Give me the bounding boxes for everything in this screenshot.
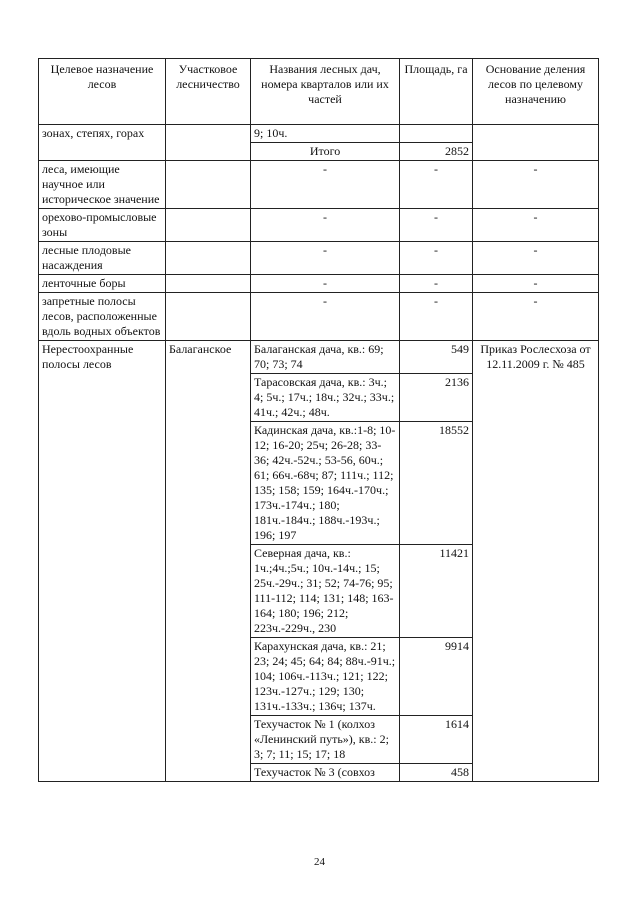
basis-dash: - — [473, 242, 599, 275]
dacha-dash: - — [251, 293, 400, 341]
total-label: Итого — [251, 143, 400, 161]
cont-forestry-cell — [166, 125, 251, 161]
cont-dacha-cell: 9; 10ч. — [251, 125, 400, 143]
purpose-cell: орехово-промысловые зоны — [39, 209, 166, 242]
area-cell: 1614 — [400, 716, 473, 764]
cont-purpose-cell: зонах, степях, горах — [39, 125, 166, 161]
forestry-cell — [166, 161, 251, 209]
table-row — [39, 209, 599, 242]
purpose-cell: лесные плодовые насаждения — [39, 242, 166, 275]
dacha-dash: - — [251, 161, 400, 209]
spawning-forestry-cell: Балаганское — [166, 341, 251, 782]
table-row — [39, 125, 599, 143]
purpose-cell: леса, имеющие научное или историческое значение — [39, 161, 166, 209]
table-row — [39, 161, 599, 209]
area-dash: - — [400, 161, 473, 209]
dacha-cell: Карахунская дача, кв.: 21; 23; 24; 45; 64; 84; 88ч.-91ч.; 104; 106ч.-113ч.; 121; 122; 123ч.-127ч.; 129; 130; 131ч.-133ч.; 136ч; 137ч. — [251, 638, 400, 716]
area-dash: - — [400, 242, 473, 275]
area-cell: 549 — [400, 341, 473, 374]
table-row — [39, 341, 599, 374]
dacha-dash: - — [251, 209, 400, 242]
dacha-cell: Северная дача, кв.: 1ч.;4ч.;5ч.; 10ч.-14ч.; 15; 25ч.-29ч.; 31; 52; 74-76; 95; 111-112; 114; 131; 148; 163-164; 180; 196; 212; 223ч.-229ч., 230 — [251, 545, 400, 638]
header-area: Площадь, га — [400, 59, 473, 125]
total-area: 2852 — [400, 143, 473, 161]
dacha-cell: Техучасток № 3 (совхоз — [251, 764, 400, 782]
area-cell: 11421 — [400, 545, 473, 638]
area-dash: - — [400, 275, 473, 293]
area-cell: 458 — [400, 764, 473, 782]
forestry-cell — [166, 275, 251, 293]
cont-basis-cell — [473, 125, 599, 161]
basis-dash: - — [473, 293, 599, 341]
area-cell: 2136 — [400, 374, 473, 422]
area-dash: - — [400, 209, 473, 242]
forest-purpose-table — [38, 58, 599, 782]
table-row — [39, 293, 599, 341]
forestry-cell — [166, 242, 251, 275]
page-number: 24 — [314, 856, 325, 868]
table-row — [39, 275, 599, 293]
header-dachas: Названия лесных дач, номера кварталов или их частей — [251, 59, 400, 125]
forestry-cell — [166, 293, 251, 341]
header-row — [39, 59, 599, 125]
area-cell: 9914 — [400, 638, 473, 716]
dacha-dash: - — [251, 242, 400, 275]
spawning-basis-cell: Приказ Рослесхоза от 12.11.2009 г. № 485 — [473, 341, 599, 782]
basis-dash: - — [473, 161, 599, 209]
area-dash: - — [400, 293, 473, 341]
forestry-cell — [166, 209, 251, 242]
basis-dash: - — [473, 209, 599, 242]
purpose-cell: ленточные боры — [39, 275, 166, 293]
header-basis: Основание деления лесов по целевому назначению — [473, 59, 599, 125]
cont-area-cell — [400, 125, 473, 143]
purpose-cell: запретные полосы лесов, расположенные вдоль водных объектов — [39, 293, 166, 341]
dacha-cell: Техучасток № 1 (колхоз «Ленинский путь»), кв.: 2; 3; 7; 11; 15; 17; 18 — [251, 716, 400, 764]
header-forestry: Участковое лесничество — [166, 59, 251, 125]
table-row — [39, 242, 599, 275]
dacha-cell: Тарасовская дача, кв.: 3ч.; 4; 5ч.; 17ч.; 18ч.; 32ч.; 33ч.; 41ч.; 42ч.; 48ч. — [251, 374, 400, 422]
dacha-cell: Балаганская дача, кв.: 69; 70; 73; 74 — [251, 341, 400, 374]
area-cell: 18552 — [400, 422, 473, 545]
basis-dash: - — [473, 275, 599, 293]
header-purpose: Целевое назначение лесов — [39, 59, 166, 125]
dacha-cell: Кадинская дача, кв.:1-8; 10-12; 16-20; 25ч; 26-28; 33-36; 42ч.-52ч.; 53-56, 60ч.; 61; 66ч.-68ч; 87; 111ч.; 112; 135; 158; 159; 164ч.-170ч.; 173ч.-174ч.; 180; 181ч.-184ч.; 188ч.-193ч.; 196; 197 — [251, 422, 400, 545]
dacha-dash: - — [251, 275, 400, 293]
spawning-purpose-cell: Нерестоохранные полосы лесов — [39, 341, 166, 782]
